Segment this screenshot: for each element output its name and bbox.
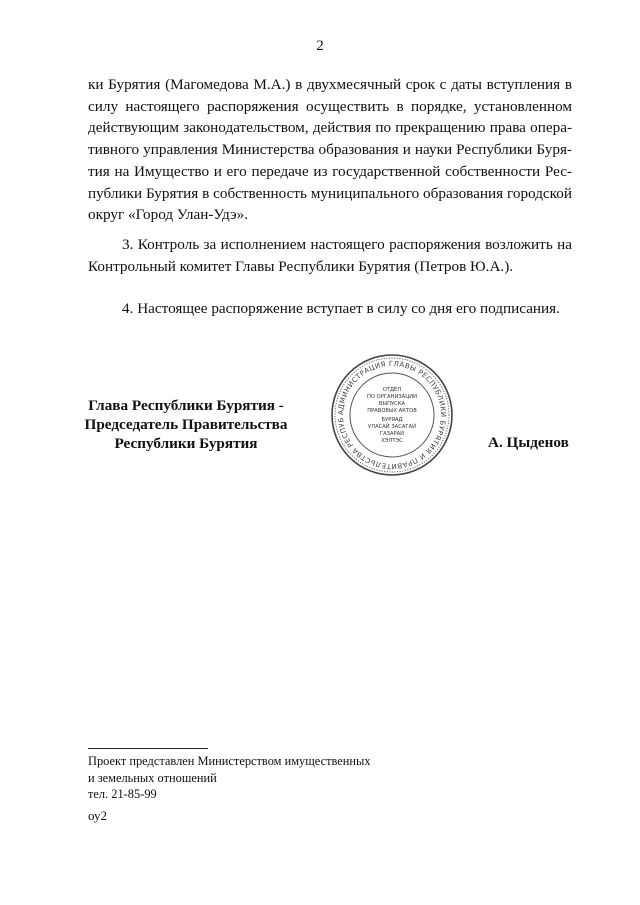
signatory-name: А. Цыденов: [488, 434, 569, 451]
seal-outer-text: АДМИНИСТРАЦИЯ ГЛАВЫ РЕСПУБЛИКИ БУРЯТИЯ И ПРАВИТЕЛЬСТВА РЕСПУБ: [336, 359, 448, 471]
footnote: [88, 753, 418, 803]
seal-inner-line: БУРЯАД: [381, 417, 403, 423]
page-number: 2: [316, 38, 324, 54]
seal-inner-line: ГАЗАРАЙ: [379, 431, 405, 437]
seal-inner-line: УЛАСАЙ ЗАСАГАЙ: [368, 424, 416, 430]
footnote-line: и земельных отношений: [88, 770, 217, 785]
paragraph-line: округ «Город Улан-Удэ».: [88, 206, 249, 224]
seal-inner-line: ВЫПУСКА: [378, 401, 406, 407]
official-seal: [330, 353, 454, 477]
signatory-title: [80, 396, 292, 453]
signatory-title-line: Республики Бурятия: [114, 435, 258, 452]
paragraph-control: [88, 234, 572, 277]
seal-inner-line: ПО ОРГАНИЗАЦИИ: [366, 394, 418, 400]
paragraph-line: силу настоящего распоряжения осуществить в порядке, установленном: [88, 97, 572, 115]
paragraph-line: тивного управления Министерства образования и науки Республики Буря-: [88, 141, 572, 159]
seal-inner-ring: [350, 373, 434, 457]
seal-inner-line: ОТДЕЛ: [382, 387, 402, 393]
seal-inner-text: [367, 387, 417, 444]
paragraph-effective: [88, 298, 572, 320]
paragraph-line: публики Бурятия в собственность муниципального образования городской: [88, 184, 572, 202]
paragraph-continuation: [88, 74, 572, 226]
paragraph-line: действующим законодательством, действия по прекращению права опера-: [88, 119, 572, 137]
paragraph-line: ки Бурятия (Магомедова М.А.) в двухмесячный срок с даты вступления в: [88, 76, 572, 93]
footnote-line: тел. 21-85-99: [88, 787, 157, 801]
paragraph-line: тия на Имущество и его передаче из государственной собственности Рес-: [88, 162, 572, 180]
seal-graphic: [330, 353, 454, 477]
document-code: оу2: [88, 808, 108, 823]
signatory-title-line: Глава Республики Бурятия -: [88, 397, 284, 414]
paragraph-4-text: 4. Настоящее распоряжение вступает в силу со дня его подписания.: [122, 300, 560, 317]
paragraph-3-text: 3. Контроль за исполнением настоящего распоряжения возложить на Контрольный комитет Главы Республики Бурятия (Петров Ю.А.).: [88, 236, 572, 275]
signatory-title-line: Председатель Правительства: [84, 416, 288, 433]
footnote-divider: [88, 748, 208, 749]
seal-dotted-ring: [335, 358, 449, 472]
seal-inner-line: ХЭЛТЭС: [381, 438, 403, 444]
seal-inner-line: ПРАВОВЫХ АКТОВ: [367, 408, 417, 414]
footnote-line: Проект представлен Министерством имущественных: [88, 754, 371, 768]
